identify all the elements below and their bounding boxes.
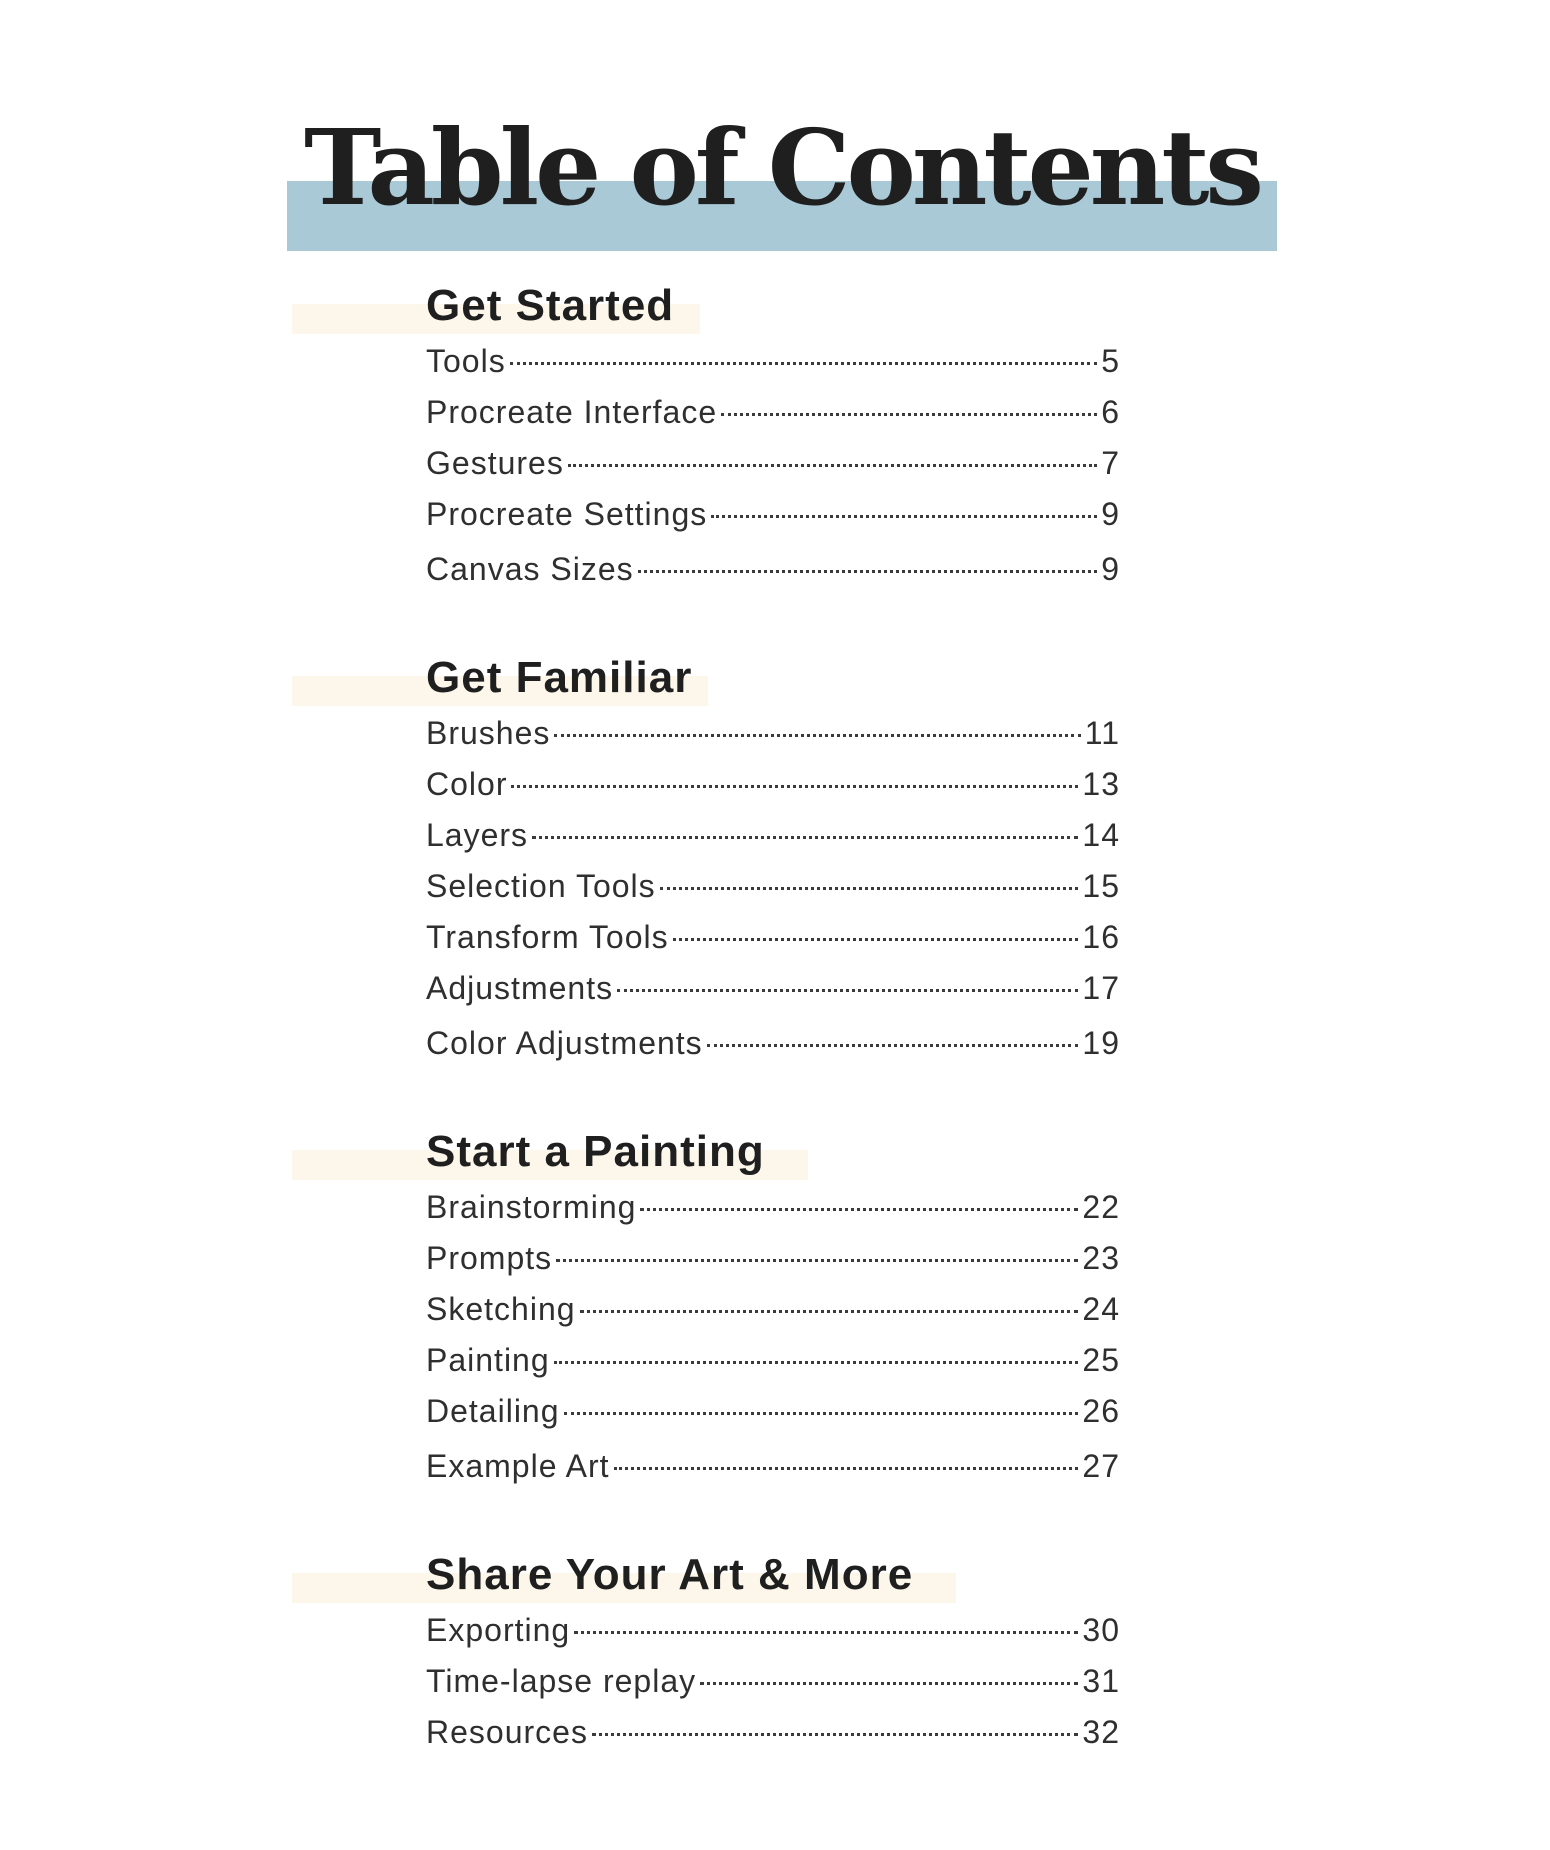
entry-page-number: 5	[1101, 343, 1120, 379]
entry-label: Detailing	[426, 1393, 560, 1429]
dot-leader	[592, 1733, 1078, 1736]
entry-label: Color	[426, 766, 508, 802]
toc-entry-list	[426, 336, 1120, 595]
entry-page-number: 19	[1082, 1025, 1120, 1061]
dot-leader	[707, 1044, 1079, 1047]
section-heading: Get Started	[426, 281, 675, 330]
toc-entry[interactable]	[426, 1707, 1120, 1758]
dot-leader	[711, 515, 1097, 518]
entry-page-number: 23	[1082, 1240, 1120, 1276]
page-title: Table of Contents	[304, 106, 1260, 229]
entry-page-number: 9	[1101, 551, 1120, 587]
entry-label: Canvas Sizes	[426, 551, 634, 587]
toc-entry[interactable]	[426, 1335, 1120, 1386]
entry-page-number: 17	[1082, 970, 1120, 1006]
entry-label: Brainstorming	[426, 1189, 637, 1225]
entry-label: Procreate Settings	[426, 496, 708, 532]
toc-entry-list	[426, 1605, 1120, 1758]
entry-page-number: 9	[1101, 496, 1120, 532]
entry-page-number: 27	[1082, 1448, 1120, 1484]
dot-leader	[510, 362, 1098, 365]
toc-entry[interactable]	[426, 759, 1120, 810]
entry-label: Adjustments	[426, 970, 614, 1006]
dot-leader	[554, 1361, 1079, 1364]
entry-label: Transform Tools	[426, 919, 669, 955]
toc-entry[interactable]	[426, 1018, 1120, 1069]
section-heading: Get Familiar	[426, 653, 693, 702]
dot-leader	[660, 887, 1079, 890]
entry-label: Tools	[426, 343, 506, 379]
entry-label: Sketching	[426, 1291, 576, 1327]
section-heading: Share Your Art & More	[426, 1550, 914, 1599]
toc-entry-list	[426, 708, 1120, 1069]
dot-leader	[532, 836, 1078, 839]
entry-label: Time-lapse replay	[426, 1663, 697, 1699]
toc-entry[interactable]	[426, 438, 1120, 489]
entry-label: Selection Tools	[426, 868, 656, 904]
entry-label: Layers	[426, 817, 529, 853]
toc-entry[interactable]	[426, 861, 1120, 912]
toc-entry[interactable]	[426, 963, 1120, 1014]
dot-leader	[617, 989, 1078, 992]
toc-entry[interactable]	[426, 708, 1120, 759]
toc-entry[interactable]	[426, 1284, 1120, 1335]
entry-page-number: 7	[1101, 445, 1120, 481]
toc-entry[interactable]	[426, 1656, 1120, 1707]
entry-label: Color Adjustments	[426, 1025, 703, 1061]
dot-leader	[556, 1259, 1078, 1262]
entry-label: Exporting	[426, 1612, 571, 1648]
toc-entry[interactable]	[426, 912, 1120, 963]
entry-page-number: 22	[1082, 1189, 1120, 1225]
dot-leader	[614, 1467, 1079, 1470]
dot-leader	[640, 1208, 1078, 1211]
entry-label: Brushes	[426, 715, 551, 751]
entry-page-number: 16	[1082, 919, 1120, 955]
dot-leader	[574, 1631, 1078, 1634]
toc-entry[interactable]	[426, 387, 1120, 438]
toc-entry[interactable]	[426, 1182, 1120, 1233]
toc-entry[interactable]	[426, 489, 1120, 540]
entry-page-number: 24	[1082, 1291, 1120, 1327]
dot-leader	[673, 938, 1079, 941]
toc-entry[interactable]	[426, 1386, 1120, 1437]
dot-leader	[511, 785, 1078, 788]
entry-page-number: 14	[1082, 817, 1120, 853]
dot-leader	[554, 734, 1080, 737]
toc-entry[interactable]	[426, 1605, 1120, 1656]
entry-page-number: 32	[1082, 1714, 1120, 1750]
toc-entry[interactable]	[426, 544, 1120, 595]
dot-leader	[580, 1310, 1079, 1313]
entry-label: Painting	[426, 1342, 550, 1378]
entry-page-number: 13	[1082, 766, 1120, 802]
entry-page-number: 11	[1084, 715, 1120, 751]
entry-page-number: 15	[1082, 868, 1120, 904]
toc-entry[interactable]	[426, 1441, 1120, 1492]
entry-page-number: 26	[1082, 1393, 1120, 1429]
entry-label: Resources	[426, 1714, 588, 1750]
entry-label: Gestures	[426, 445, 564, 481]
toc-entry-list	[426, 1182, 1120, 1492]
entry-page-number: 31	[1082, 1663, 1120, 1699]
toc-entry[interactable]	[426, 1233, 1120, 1284]
entry-page-number: 25	[1082, 1342, 1120, 1378]
entry-page-number: 30	[1082, 1612, 1120, 1648]
entry-label: Example Art	[426, 1448, 610, 1484]
entry-label: Procreate Interface	[426, 394, 718, 430]
toc-entry[interactable]	[426, 810, 1120, 861]
dot-leader	[700, 1682, 1078, 1685]
dot-leader	[721, 413, 1097, 416]
dot-leader	[638, 570, 1098, 573]
entry-page-number: 6	[1101, 394, 1120, 430]
entry-label: Prompts	[426, 1240, 553, 1276]
section-heading: Start a Painting	[426, 1127, 765, 1176]
toc-entry[interactable]	[426, 336, 1120, 387]
dot-leader	[564, 1412, 1079, 1415]
dot-leader	[568, 464, 1097, 467]
